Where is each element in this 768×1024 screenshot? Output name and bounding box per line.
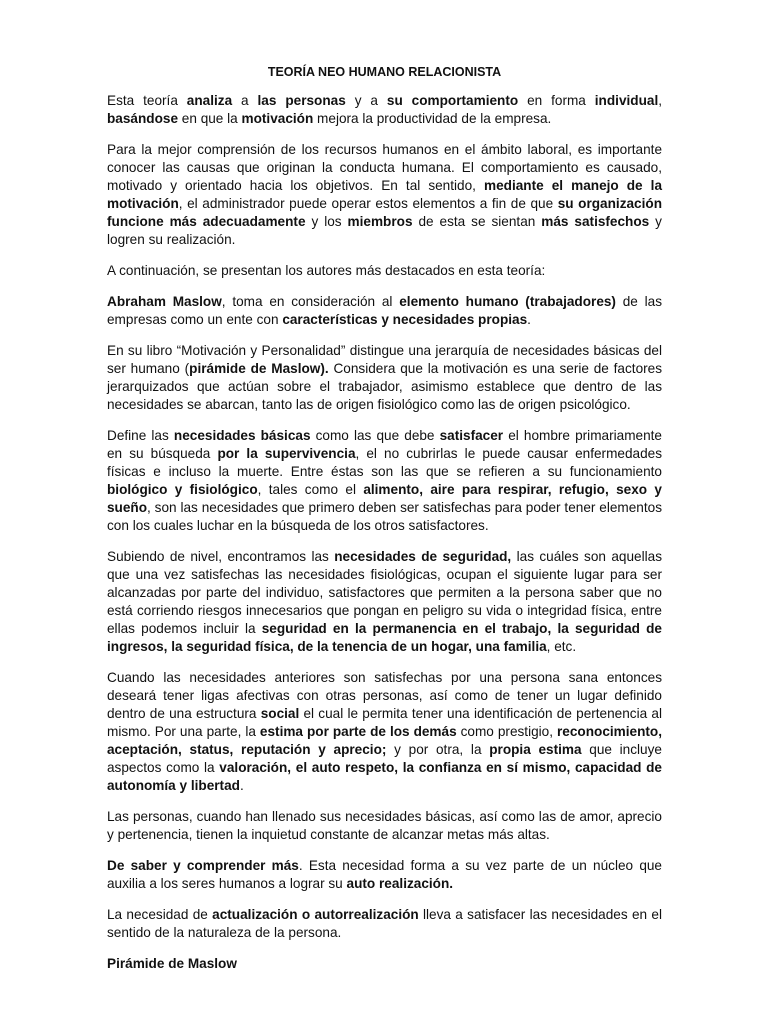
text-run: y a	[345, 93, 387, 108]
bold-text: su comportamiento	[386, 93, 519, 108]
text-run: las cuáles son aquellas que una vez satisfechas las necesidades fisiológicas, ocupan el siguiente lugar para ser alcanzadas por parte del individuo, satisfactores que permiten a la persona saber que no está corriendo riesgos innecesarios que pongan en peligro su vida o integridad física, entre ellas podemos incluir la	[107, 549, 663, 636]
text-run: .	[527, 312, 531, 327]
text-run: , el no cubrirlas le puede causar enfermedades físicas e incluso la muerte. Entre éstas son las que se refieren a su funcionamiento	[107, 446, 663, 479]
text-run: Esta teoría	[107, 93, 187, 108]
text-run: el hombre primariamente en su búsqueda	[107, 428, 662, 461]
text-run: a	[232, 93, 258, 108]
paragraph	[107, 906, 662, 942]
bold-text: Abraham Maslow	[107, 294, 222, 309]
section-heading-piramide: Pirámide de Maslow	[107, 956, 237, 971]
bold-text: necesidades básicas	[173, 428, 311, 443]
text-run: de las empresas como un ente con	[107, 294, 663, 327]
bold-text: social	[260, 706, 300, 721]
text-run: Considera que la motivación es una serie de factores jerarquizados que actúan sobre el trabajador, asimismo establece que dentro de las necesidades se abarcan, tanto las de origen fisiológico como las de origen psicológico.	[107, 361, 663, 412]
bold-text: estima por parte de los demás	[259, 724, 457, 739]
text-run: , etc.	[546, 639, 577, 654]
text-run: . Esta necesidad forma a su vez parte de un núcleo que auxilia a los seres humanos a lograr su	[107, 858, 662, 891]
document-title: TEORÍA NEO HUMANO RELACIONISTA	[267, 65, 502, 79]
text-run: de esta se sientan	[412, 214, 542, 229]
text-run: como las que debe	[310, 428, 440, 443]
text-run: en forma	[518, 93, 595, 108]
paragraph	[107, 141, 662, 249]
text-run: La necesidad de	[107, 907, 213, 922]
document-page	[107, 64, 662, 973]
text-run: .	[239, 778, 244, 793]
bold-text: valoración, el auto respeto, la confianza en sí mismo, capacidad de autonomía y libertad	[107, 760, 662, 793]
text-run: , toma en consideración al	[221, 294, 400, 309]
paragraph	[107, 293, 662, 329]
text-run: en que la	[178, 111, 242, 126]
bold-text: analiza	[186, 93, 233, 108]
paragraph	[107, 548, 662, 656]
text-run: Cuando las necesidades anteriores son satisfechas por una persona sana entonces deseará tener ligas afectivas con otras personas, así como de tener un lugar definido dentro de una estructura	[107, 670, 662, 721]
text-run: como prestigio,	[456, 724, 557, 739]
bold-text: su organización funcione más adecuadamente	[107, 196, 663, 229]
text-run: lleva a satisfacer las necesidades en el sentido de la naturaleza de la persona.	[107, 907, 662, 940]
bold-text: motivación	[241, 111, 314, 126]
text-run: Para la mejor comprensión de los recursos humanos en el ámbito laboral, es importante conocer las causas que originan la conducta humana. El comportamiento es causado, motivado y orientado hacia los objetivos. En tal sentido,	[107, 142, 662, 193]
text-run: , son las necesidades que primero deben ser satisfechas para poder tener elementos con los cuales luchar en la búsqueda de los otros satisfactores.	[107, 500, 662, 533]
bold-text: alimento, aire para respirar, refugio, sexo y sueño	[107, 482, 662, 515]
text-run: ,	[658, 93, 663, 108]
text-run: el cual le permita tener una identificación de pertenencia al mismo. Por una parte, la	[107, 706, 662, 739]
bold-text: seguridad en la permanencia en el trabajo, la seguridad de ingresos, la seguridad física, de la tenencia de un hogar, una familia	[107, 621, 662, 654]
paragraph	[107, 808, 662, 844]
paragraph	[107, 262, 662, 280]
bold-text: actualización o autorrealización	[212, 907, 419, 922]
bold-text: propia estima	[489, 742, 582, 757]
bold-text: auto realización.	[346, 876, 454, 891]
text-run: y los	[305, 214, 348, 229]
text-run: Las personas, cuando han llenado sus necesidades básicas, así como las de amor, aprecio y pertenencia, tienen la inquietud constante de alcanzar metas más altas.	[107, 809, 662, 842]
text-run: Subiendo de nivel, encontramos las	[107, 549, 335, 564]
bold-text: biológico y fisiológico	[107, 482, 258, 497]
text-run: En su libro “Motivación y Personalidad” distingue una jerarquía de necesidades básicas del ser humano (	[107, 343, 662, 376]
bold-text: las personas	[257, 93, 346, 108]
bold-text: De saber y comprender más	[107, 858, 299, 873]
bold-text: elemento humano (trabajadores)	[399, 294, 616, 309]
paragraph	[107, 857, 662, 893]
text-run: que incluye aspectos como la	[107, 742, 662, 775]
text-run: mejora la productividad de la empresa.	[313, 111, 552, 126]
bold-text: por la supervivencia	[217, 446, 356, 461]
bold-text: reconocimiento, aceptación, status, reputación y aprecio;	[107, 724, 662, 757]
text-run: y logren su realización.	[107, 214, 662, 247]
document-body	[107, 92, 662, 942]
bold-text: pirámide de Maslow).	[189, 361, 329, 376]
paragraph	[107, 92, 662, 128]
bold-text: basándose	[107, 111, 179, 126]
bold-text: mediante el manejo de la motivación	[107, 178, 663, 211]
text-run: y por otra, la	[386, 742, 490, 757]
paragraph	[107, 342, 662, 414]
bold-text: características y necesidades propias	[282, 312, 528, 327]
text-run: , el administrador puede operar estos elementos a fin de que	[178, 196, 558, 211]
paragraph	[107, 427, 662, 535]
bold-text: más satisfechos	[541, 214, 650, 229]
text-run: , tales como el	[257, 482, 364, 497]
text-run: A continuación, se presentan los autores más destacados en esta teoría:	[107, 263, 546, 278]
bold-text: necesidades de seguridad,	[334, 549, 512, 564]
bold-text: individual	[594, 93, 659, 108]
bold-text: satisfacer	[439, 428, 504, 443]
text-run: Define las	[107, 428, 174, 443]
paragraph	[107, 669, 662, 795]
bold-text: miembros	[347, 214, 413, 229]
